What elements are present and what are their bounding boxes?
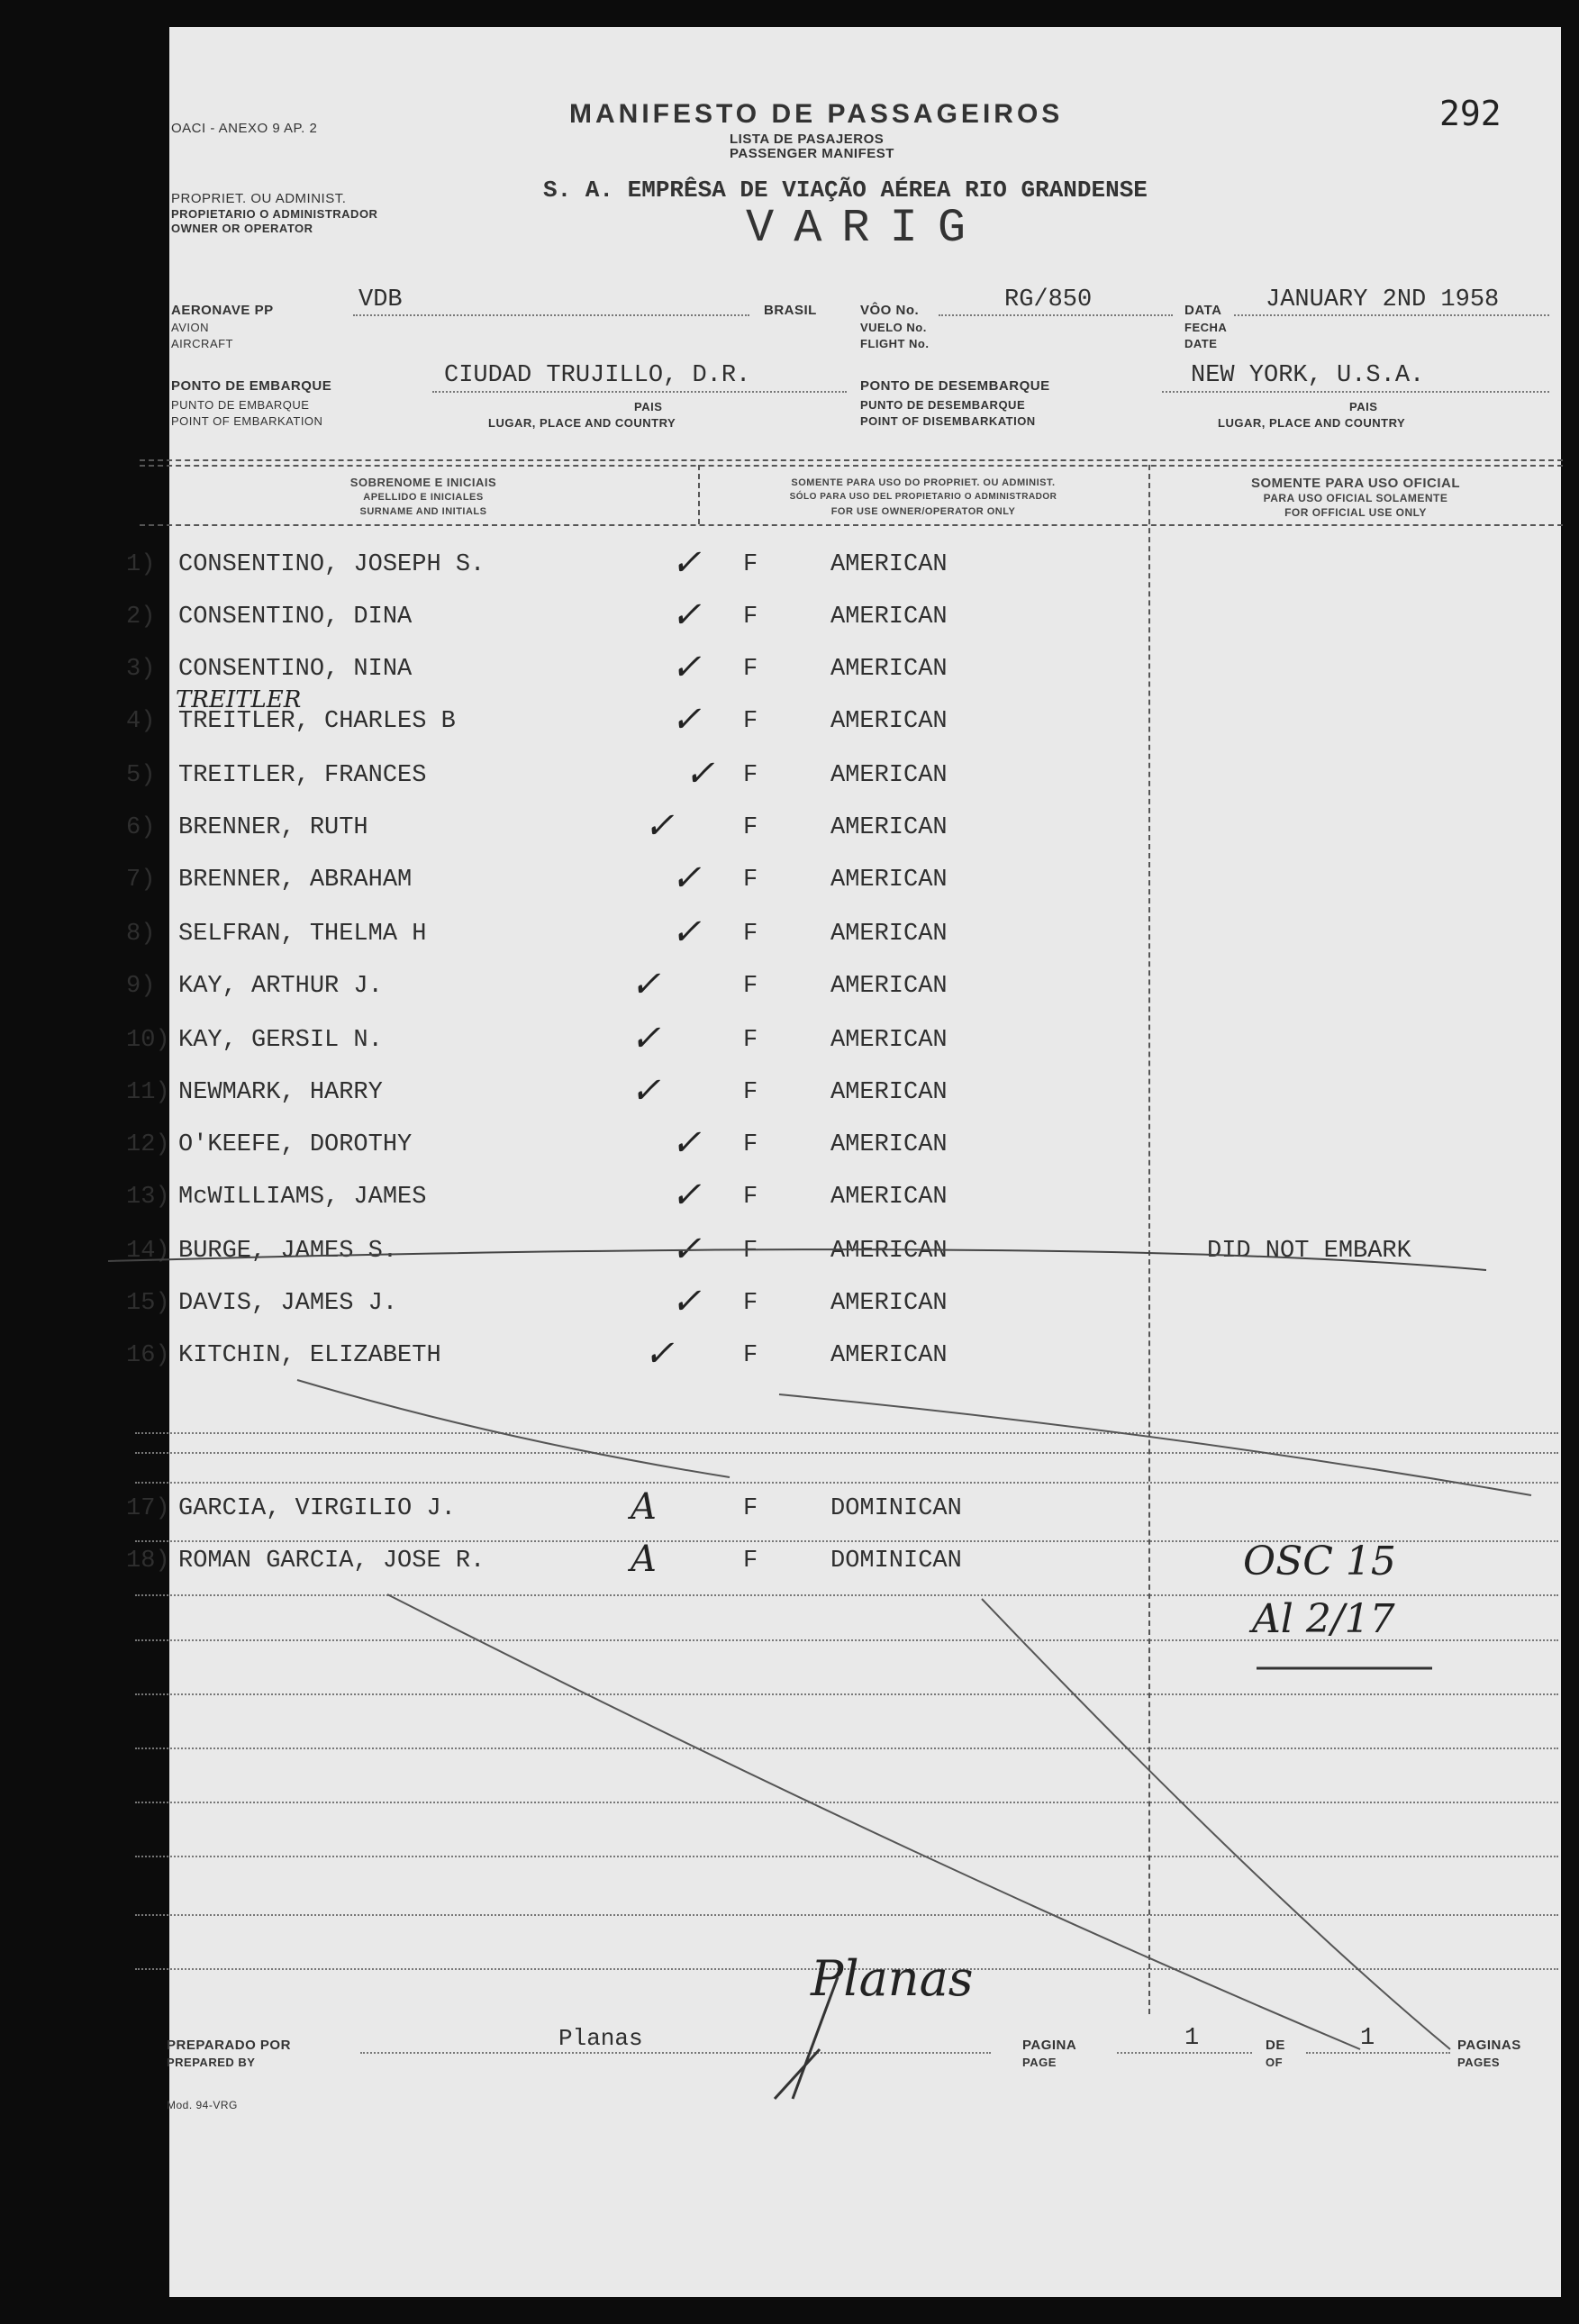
disembark-label-es: PUNTO DE DESEMBARQUE (860, 398, 1026, 412)
passenger-code: F (743, 1079, 758, 1106)
passenger-nationality: AMERICAN (830, 1079, 948, 1106)
disembark-label-pt: PONTO DE DESEMBARQUE (860, 378, 1050, 394)
passenger-check-mark: ✓ (671, 912, 702, 953)
aircraft-label-es: AVION (171, 321, 209, 334)
page-label-en: PAGE (1022, 2056, 1057, 2069)
passenger-nationality: AMERICAN (830, 1342, 948, 1369)
passenger-nationality: DOMINICAN (830, 1495, 962, 1522)
passenger-code: F (743, 656, 758, 683)
annex-label: OACI - ANEXO 9 AP. 2 (171, 121, 318, 136)
embark-label-en: POINT OF EMBARKATION (171, 414, 323, 428)
passenger-name: KAY, GERSIL N. (178, 1027, 383, 1054)
col-names-1: SOBRENOME E INICIAIS (349, 476, 497, 489)
crossout-stroke-4 (982, 1599, 1450, 2049)
prepared-label-en: PREPARED BY (167, 2056, 256, 2069)
flight-label-en: FLIGHT No. (860, 337, 930, 350)
passenger-check-mark: ✓ (671, 1229, 702, 1270)
passenger-nationality: AMERICAN (830, 814, 948, 841)
passenger-nationality: AMERICAN (830, 762, 948, 789)
col-official-3: FOR OFFICIAL USE ONLY (1284, 506, 1427, 519)
passenger-code: F (743, 551, 758, 578)
crossout-stroke-2 (779, 1394, 1531, 1495)
owner-label-pt: PROPRIET. OU ADMINIST. (171, 191, 347, 206)
owner-label-en: OWNER OR OPERATOR (171, 222, 313, 235)
passenger-official-note: DID NOT EMBARK (1207, 1238, 1411, 1265)
passenger-code: F (743, 1290, 758, 1317)
passenger-row-number: 2) (126, 604, 156, 631)
passenger-code: F (743, 921, 758, 948)
operator-name: S. A. EMPRÊSA DE VIAÇÃO AÉREA RIO GRANDENSE (543, 177, 1148, 204)
page-label-pt: PAGINA (1022, 2038, 1077, 2053)
passenger-row-number: 16) (126, 1342, 170, 1369)
passenger-check-mark: ✓ (644, 1333, 675, 1375)
passenger-row-number: 8) (126, 921, 156, 948)
passenger-code: F (743, 1027, 758, 1054)
embark-place: CIUDAD TRUJILLO, D.R. (444, 362, 751, 389)
passenger-code: F (743, 867, 758, 894)
crossout-stroke-3 (387, 1594, 1360, 2049)
passenger-code: F (743, 1548, 758, 1575)
of-label-en: OF (1266, 2056, 1284, 2069)
flight-label-pt: VÔO No. (860, 303, 920, 318)
passenger-code: F (743, 1131, 758, 1158)
crossout-stroke-1 (297, 1380, 730, 1477)
passenger-code: F (743, 973, 758, 1000)
flight-date: JANUARY 2ND 1958 (1266, 286, 1500, 313)
disembark-place-label-2: LUGAR, PLACE AND COUNTRY (1218, 416, 1406, 430)
passenger-name: O'KEEFE, DOROTHY (178, 1131, 413, 1158)
prepared-label-pt: PREPARADO POR (167, 2038, 291, 2053)
col-names-2: APELLIDO E INICIALES (363, 492, 484, 503)
passenger-row-number: 12) (126, 1131, 170, 1158)
pages-label-pt: PAGINAS (1457, 2038, 1521, 2053)
col-owner-1: SOMENTE PARA USO DO PROPRIET. OU ADMINIST. (791, 477, 1056, 488)
passenger-name: CONSENTINO, NINA (178, 656, 413, 683)
passenger-check-mark: ✓ (671, 647, 702, 688)
aircraft-label-pt: AERONAVE PP (171, 303, 274, 318)
col-names-3: SURNAME AND INITIALS (359, 506, 487, 517)
page-number: 292 (1439, 94, 1502, 133)
passenger-name: KAY, ARTHUR J. (178, 973, 383, 1000)
handwritten-al-note: Al 2/17 (1252, 1596, 1395, 1642)
passenger-row-number: 3) (126, 656, 156, 683)
embark-label-es: PUNTO DE EMBARQUE (171, 398, 310, 412)
passenger-name: BURGE, JAMES S. (178, 1238, 398, 1265)
passenger-check-mark: ✓ (671, 595, 702, 636)
passenger-row-number: 4) (126, 708, 156, 735)
passenger-row-number: 5) (126, 762, 156, 789)
passenger-check-mark: ✓ (644, 805, 675, 847)
passenger-code: F (743, 1342, 758, 1369)
passenger-name: TREITLER, CHARLES B (178, 708, 456, 735)
passenger-row-number: 17) (126, 1495, 170, 1522)
passenger-code: F (743, 814, 758, 841)
manifest-title-es: LISTA DE PASAJEROS (730, 132, 885, 147)
passenger-check-mark: ✓ (685, 753, 715, 794)
col-owner-2: SÓLO PARA USO DEL PROPIETARIO O ADMINISTRADOR (789, 492, 1057, 502)
passenger-nationality: AMERICAN (830, 1131, 948, 1158)
aircraft-registration: VDB (358, 286, 403, 313)
flight-label-es: VUELO No. (860, 321, 927, 334)
passenger-row-number: 1) (126, 551, 156, 578)
pages-total: 1 (1360, 2025, 1375, 2052)
passenger-code: F (743, 1238, 758, 1265)
manifest-title: MANIFESTO DE PASSAGEIROS (569, 99, 1064, 129)
disembark-place: NEW YORK, U.S.A. (1191, 362, 1425, 389)
passenger-check-mark: ✓ (671, 1175, 702, 1216)
passenger-nationality: AMERICAN (830, 867, 948, 894)
passenger-check-mark: ✓ (631, 964, 661, 1005)
passenger-check-mark: ✓ (631, 1018, 661, 1059)
passenger-name: ROMAN GARCIA, JOSE R. (178, 1548, 485, 1575)
passenger-row-number: 7) (126, 867, 156, 894)
handwritten-signature: Planas (811, 1950, 974, 2007)
passenger-nationality: AMERICAN (830, 551, 948, 578)
manifest-title-en: PASSENGER MANIFEST (730, 146, 894, 161)
passenger-nationality: AMERICAN (830, 973, 948, 1000)
col-official-1: SOMENTE PARA USO OFICIAL (1250, 476, 1460, 491)
passenger-name: KITCHIN, ELIZABETH (178, 1342, 441, 1369)
passenger-row-number: 14) (126, 1238, 170, 1265)
date-label-en: DATE (1184, 337, 1218, 350)
date-label-es: FECHA (1184, 321, 1228, 334)
passenger-name: CONSENTINO, DINA (178, 604, 413, 631)
passenger-name: CONSENTINO, JOSEPH S. (178, 551, 485, 578)
passenger-name: TREITLER, FRANCES (178, 762, 427, 789)
embark-place-label-2: LUGAR, PLACE AND COUNTRY (488, 416, 676, 430)
col-official-2: PARA USO OFICIAL SOLAMENTE (1263, 492, 1448, 504)
of-label-pt: DE (1266, 2038, 1285, 2053)
handwritten-insert-treitler: TREITLER (176, 686, 302, 713)
pages-label-en: PAGES (1457, 2056, 1501, 2069)
passenger-nationality: AMERICAN (830, 1238, 948, 1265)
passenger-code: F (743, 604, 758, 631)
passenger-row-number: 11) (126, 1079, 170, 1106)
country-label: BRASIL (764, 303, 817, 318)
passenger-nationality: AMERICAN (830, 921, 948, 948)
passenger-check-mark: ✓ (671, 1122, 702, 1164)
passenger-check-mark: ✓ (671, 699, 702, 740)
passenger-check-mark: ✓ (671, 858, 702, 899)
page-value: 1 (1184, 2025, 1200, 2052)
passenger-name: NEWMARK, HARRY (178, 1079, 383, 1106)
passenger-check-mark: ✓ (671, 542, 702, 584)
passenger-code: F (743, 762, 758, 789)
passenger-name: SELFRAN, THELMA H (178, 921, 427, 948)
passenger-nationality: AMERICAN (830, 708, 948, 735)
strikethrough-row-14 (108, 1249, 1486, 1270)
passenger-name: BRENNER, ABRAHAM (178, 867, 413, 894)
passenger-name: BRENNER, RUTH (178, 814, 368, 841)
handwritten-osc-note: OSC 15 (1243, 1539, 1396, 1584)
col-owner-3: FOR USE OWNER/OPERATOR ONLY (830, 506, 1016, 517)
passenger-nationality: AMERICAN (830, 1184, 948, 1211)
passenger-code: F (743, 708, 758, 735)
passenger-row-number: 13) (126, 1184, 170, 1211)
passenger-code: F (743, 1184, 758, 1211)
passenger-row-number: 18) (126, 1548, 170, 1575)
passenger-row-number: 10) (126, 1027, 170, 1054)
aircraft-label-en: AIRCRAFT (171, 337, 233, 350)
passenger-name: McWILLIAMS, JAMES (178, 1184, 427, 1211)
passenger-row-number: 15) (126, 1290, 170, 1317)
passenger-nationality: AMERICAN (830, 1290, 948, 1317)
passenger-nationality: AMERICAN (830, 1027, 948, 1054)
embark-place-label-1: PAIS (634, 400, 663, 413)
passenger-nationality: AMERICAN (830, 656, 948, 683)
date-label-pt: DATA (1184, 303, 1222, 318)
prepared-by: Planas (558, 2025, 643, 2052)
passenger-check-mark: ✓ (671, 1281, 702, 1322)
embark-label-pt: PONTO DE EMBARQUE (171, 378, 332, 394)
operator-brand: VARIG (746, 202, 986, 255)
passenger-row-number: 9) (126, 973, 156, 1000)
passenger-nationality: AMERICAN (830, 604, 948, 631)
disembark-label-en: POINT OF DISEMBARKATION (860, 414, 1036, 428)
passenger-check-mark: A (631, 1539, 657, 1580)
passenger-nationality: DOMINICAN (830, 1548, 962, 1575)
passenger-name: DAVIS, JAMES J. (178, 1290, 398, 1317)
passenger-name: GARCIA, VIRGILIO J. (178, 1495, 456, 1522)
flight-number: RG/850 (1004, 286, 1093, 313)
disembark-place-label-1: PAIS (1349, 400, 1378, 413)
passenger-check-mark: A (631, 1486, 657, 1528)
passenger-code: F (743, 1495, 758, 1522)
passenger-row-number: 6) (126, 814, 156, 841)
owner-label-es: PROPIETARIO O ADMINISTRADOR (171, 207, 378, 221)
passenger-check-mark: ✓ (631, 1070, 661, 1112)
form-code: Mod. 94-VRG (167, 2099, 238, 2111)
